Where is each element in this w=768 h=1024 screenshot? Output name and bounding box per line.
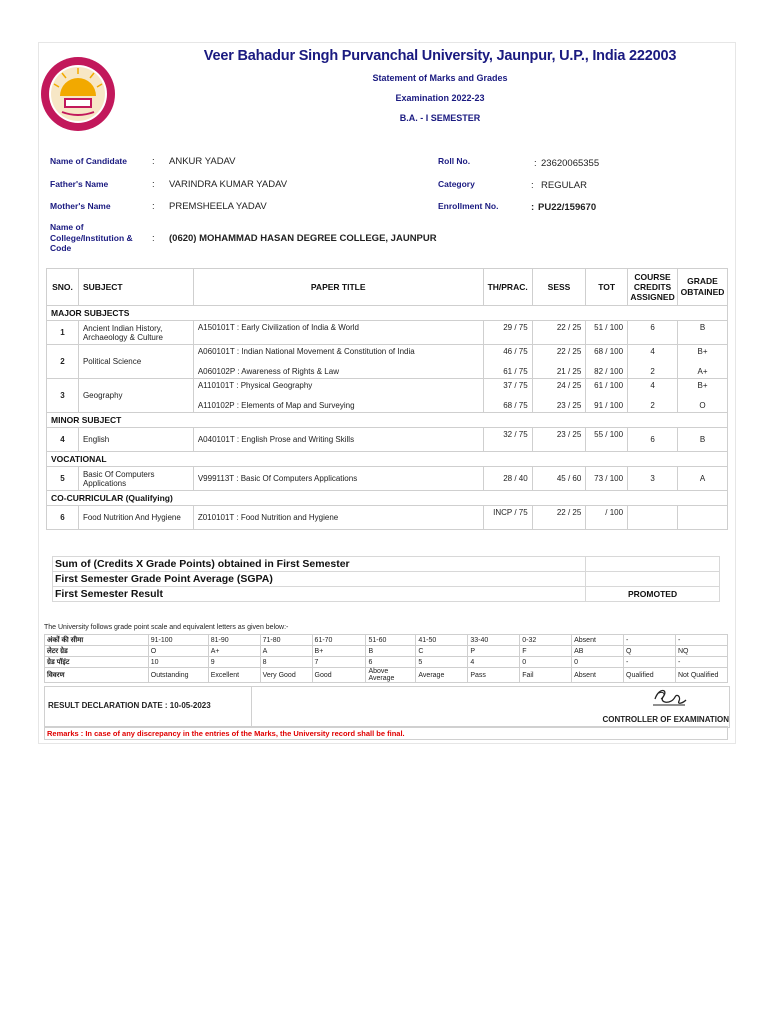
- row-grade: B: [678, 321, 728, 345]
- row-grade: B+: [678, 379, 728, 397]
- row-credits: 4: [628, 345, 678, 363]
- table-header-row: [47, 269, 728, 306]
- scale-cell: 61-70: [312, 635, 366, 646]
- course-semester: B.A. - I SEMESTER: [399, 113, 481, 123]
- university-name: Veer Bahadur Singh Purvanchal University, Jaunpur, U.P., India 222003: [203, 48, 677, 64]
- scale-cell: 71-80: [260, 635, 312, 646]
- scale-cell: Above Average: [366, 668, 416, 683]
- row-credits: [628, 506, 678, 530]
- declaration-box: [44, 686, 730, 728]
- row-sess: 22 / 25: [532, 321, 586, 345]
- row-paper: A110101T : Physical Geography: [193, 379, 483, 397]
- scale-cell: 8: [260, 657, 312, 668]
- row-grade: A+: [678, 363, 728, 379]
- row-tot: 73 / 100: [586, 467, 628, 491]
- roll-number-label: Roll No.: [438, 156, 471, 166]
- row-th: 37 / 75: [483, 379, 532, 397]
- scale-cell: 6: [366, 657, 416, 668]
- scale-cell: Good: [312, 668, 366, 683]
- colon: :: [531, 202, 535, 213]
- section-minor: MINOR SUBJECT: [47, 413, 728, 428]
- college-label-line-3: Code: [50, 243, 72, 253]
- scale-row-point: [45, 657, 728, 668]
- scale-cell: 91-100: [148, 635, 208, 646]
- controller-of-examination: CONTROLLER OF EXAMINATION: [602, 715, 729, 724]
- section-vocational: VOCATIONAL: [47, 452, 728, 467]
- table-row: [47, 321, 728, 345]
- row-sno: 5: [47, 467, 79, 491]
- category: REGULAR: [541, 180, 587, 191]
- col-sno: SNO.: [47, 269, 79, 306]
- row-th: 68 / 75: [483, 397, 532, 413]
- row-sno: 1: [47, 321, 79, 345]
- row-th: 28 / 40: [483, 467, 532, 491]
- father-name: VARINDRA KUMAR YADAV: [169, 179, 288, 190]
- row-paper: A110102P : Elements of Map and Surveying: [193, 397, 483, 413]
- scale-cell: 51-60: [366, 635, 416, 646]
- sum-credits-label: Sum of (Credits X Grade Points) obtained in First Semester: [53, 557, 586, 572]
- table-row: [47, 379, 728, 397]
- row-tot: 91 / 100: [586, 397, 628, 413]
- result-declaration-date: RESULT DECLARATION DATE : 10-05-2023: [48, 701, 211, 710]
- scale-cell: अंकों की सीमा: [45, 635, 149, 646]
- colon: :: [152, 156, 155, 167]
- scale-cell: ग्रेड पॉइंट: [45, 657, 149, 668]
- scale-cell: Absent: [572, 668, 624, 683]
- row-credits: 6: [628, 428, 678, 452]
- scale-cell: 9: [208, 657, 260, 668]
- row-subject: Geography: [78, 379, 193, 413]
- scale-cell: Excellent: [208, 668, 260, 683]
- statement-title: Statement of Marks and Grades: [372, 73, 508, 83]
- row-th: 29 / 75: [483, 321, 532, 345]
- row-sess: 22 / 25: [532, 345, 586, 363]
- scale-cell: B: [366, 646, 416, 657]
- col-tot: TOT: [586, 269, 628, 306]
- col-credits-line-3: ASSIGNED: [630, 292, 675, 302]
- row-paper: A150101T : Early Civilization of India & World: [193, 321, 483, 345]
- row-paper: A040101T : English Prose and Writing Skills: [193, 428, 483, 452]
- row-paper: A060101T : Indian National Movement & Constitution of India: [193, 345, 483, 363]
- scale-cell: A+: [208, 646, 260, 657]
- row-paper: A060102P : Awareness of Rights & Law: [193, 363, 483, 379]
- row-sess: 24 / 25: [532, 379, 586, 397]
- row-grade: [678, 506, 728, 530]
- remarks-note: Remarks : In case of any discrepancy in the entries of the Marks, the University record shall be final.: [44, 726, 728, 740]
- section-row-cocurricular: [47, 491, 728, 506]
- sum-credits-value: [586, 557, 720, 572]
- row-subject: Ancient Indian History, Archaeology & Culture: [78, 321, 193, 345]
- grade-scale-table: [44, 634, 728, 683]
- row-tot: 55 / 100: [586, 428, 628, 452]
- scale-cell: 5: [416, 657, 468, 668]
- row-sess: 45 / 60: [532, 467, 586, 491]
- scale-cell: विवरण: [45, 668, 149, 683]
- colon: :: [152, 201, 155, 212]
- row-th: 61 / 75: [483, 363, 532, 379]
- col-grade-line-2: OBTAINED: [680, 287, 725, 297]
- roll-number: 23620065355: [541, 158, 600, 169]
- enrollment-number: PU22/159670: [538, 202, 597, 213]
- row-subject: Basic Of Computers Applications: [78, 467, 193, 491]
- father-name-label: Father's Name: [50, 179, 109, 189]
- section-row-vocational: [47, 452, 728, 467]
- scale-cell: -: [624, 635, 676, 646]
- scale-row-range: [45, 635, 728, 646]
- col-paper-title: PAPER TITLE: [193, 269, 483, 306]
- summary-row: [53, 587, 720, 602]
- row-sess: 21 / 25: [532, 363, 586, 379]
- scale-cell: Qualified: [624, 668, 676, 683]
- row-subject: Political Science: [78, 345, 193, 379]
- scale-cell: 0-32: [520, 635, 572, 646]
- row-paper: Z010101T : Food Nutrition and Hygiene: [193, 506, 483, 530]
- summary-row: [53, 572, 720, 587]
- scale-cell: 33-40: [468, 635, 520, 646]
- scale-cell: NQ: [675, 646, 727, 657]
- row-tot: 61 / 100: [586, 379, 628, 397]
- section-cocurricular: CO-CURRICULAR (Qualifying): [47, 491, 728, 506]
- col-subject: SUBJECT: [78, 269, 193, 306]
- scale-cell: 81-90: [208, 635, 260, 646]
- colon: :: [534, 158, 537, 169]
- college-label: [50, 222, 133, 254]
- scale-cell: F: [520, 646, 572, 657]
- scale-cell: 10: [148, 657, 208, 668]
- grade-scale-note: The University follows grade point scale and equivalent letters as given below:-: [44, 624, 289, 631]
- scale-cell: लेटर ग्रेड: [45, 646, 149, 657]
- row-credits: 2: [628, 397, 678, 413]
- row-grade: B: [678, 428, 728, 452]
- scale-cell: Absent: [572, 635, 624, 646]
- table-row: [47, 345, 728, 363]
- scale-cell: O: [148, 646, 208, 657]
- semester-summary: [52, 556, 720, 602]
- result-value: PROMOTED: [586, 587, 720, 602]
- scale-cell: Very Good: [260, 668, 312, 683]
- category-label: Category: [438, 179, 475, 189]
- sgpa-value: [586, 572, 720, 587]
- table-row: [47, 506, 728, 530]
- candidate-name-label: Name of Candidate: [50, 156, 127, 166]
- scale-cell: Fail: [520, 668, 572, 683]
- row-paper: V999113T : Basic Of Computers Applications: [193, 467, 483, 491]
- college-label-line-1: Name of: [50, 222, 84, 232]
- scale-row-description: [45, 668, 728, 683]
- document-header: [150, 48, 730, 123]
- section-row-major: [47, 306, 728, 321]
- row-sess: 22 / 25: [532, 506, 586, 530]
- row-th: 46 / 75: [483, 345, 532, 363]
- row-credits: 6: [628, 321, 678, 345]
- university-seal-icon: [40, 56, 116, 132]
- college-name: (0620) MOHAMMAD HASAN DEGREE COLLEGE, JAUNPUR: [169, 233, 437, 244]
- row-grade: A: [678, 467, 728, 491]
- scale-cell: P: [468, 646, 520, 657]
- summary-row: [53, 557, 720, 572]
- scale-cell: -: [675, 657, 727, 668]
- scale-cell: 4: [468, 657, 520, 668]
- scale-cell: C: [416, 646, 468, 657]
- col-sess: SESS: [532, 269, 586, 306]
- row-tot: 68 / 100: [586, 345, 628, 363]
- row-tot: 51 / 100: [586, 321, 628, 345]
- scale-cell: A: [260, 646, 312, 657]
- scale-cell: Outstanding: [148, 668, 208, 683]
- marks-table: [46, 268, 728, 530]
- scale-cell: 0: [572, 657, 624, 668]
- row-sno: 6: [47, 506, 79, 530]
- col-credits: [628, 269, 678, 306]
- row-credits: 2: [628, 363, 678, 379]
- section-major: MAJOR SUBJECTS: [47, 306, 728, 321]
- row-sess: 23 / 25: [532, 397, 586, 413]
- row-subject: Food Nutrition And Hygiene: [78, 506, 193, 530]
- table-row: [47, 428, 728, 452]
- col-credits-line-2: CREDITS: [633, 282, 672, 292]
- row-th: INCP / 75: [483, 506, 532, 530]
- colon: :: [152, 179, 155, 190]
- section-row-minor: [47, 413, 728, 428]
- row-sno: 4: [47, 428, 79, 452]
- result-label: First Semester Result: [53, 587, 586, 602]
- row-credits: 3: [628, 467, 678, 491]
- row-subject: English: [78, 428, 193, 452]
- table-row: [47, 467, 728, 491]
- scale-cell: Q: [624, 646, 676, 657]
- row-sno: 2: [47, 345, 79, 379]
- scale-cell: -: [675, 635, 727, 646]
- enrollment-label: Enrollment No.: [438, 201, 499, 211]
- colon: :: [531, 180, 534, 191]
- row-sess: 23 / 25: [532, 428, 586, 452]
- candidate-name: ANKUR YADAV: [169, 156, 236, 167]
- colon: :: [152, 233, 155, 244]
- signature-icon: [649, 685, 689, 711]
- scale-cell: B+: [312, 646, 366, 657]
- scale-cell: 7: [312, 657, 366, 668]
- college-label-line-2: College/Institution &: [50, 232, 133, 243]
- scale-cell: Pass: [468, 668, 520, 683]
- row-tot: 82 / 100: [586, 363, 628, 379]
- col-grade: [678, 269, 728, 306]
- row-credits: 4: [628, 379, 678, 397]
- col-grade-line-1: GRADE: [687, 276, 718, 286]
- row-sno: 3: [47, 379, 79, 413]
- col-credits-line-1: COURSE: [634, 272, 671, 282]
- scale-cell: 0: [520, 657, 572, 668]
- row-grade: O: [678, 397, 728, 413]
- examination-year: Examination 2022-23: [395, 93, 485, 103]
- declaration-cell: [45, 687, 252, 727]
- scale-cell: -: [624, 657, 676, 668]
- sgpa-label: First Semester Grade Point Average (SGPA): [53, 572, 586, 587]
- row-th: 32 / 75: [483, 428, 532, 452]
- scale-row-letter: [45, 646, 728, 657]
- scale-cell: Not Qualified: [675, 668, 727, 683]
- scale-cell: Average: [416, 668, 468, 683]
- row-grade: B+: [678, 345, 728, 363]
- scale-cell: 41-50: [416, 635, 468, 646]
- col-th-prac: TH/PRAC.: [483, 269, 532, 306]
- scale-cell: AB: [572, 646, 624, 657]
- mother-name-label: Mother's Name: [50, 201, 111, 211]
- row-tot: / 100: [586, 506, 628, 530]
- mother-name: PREMSHEELA YADAV: [169, 201, 267, 212]
